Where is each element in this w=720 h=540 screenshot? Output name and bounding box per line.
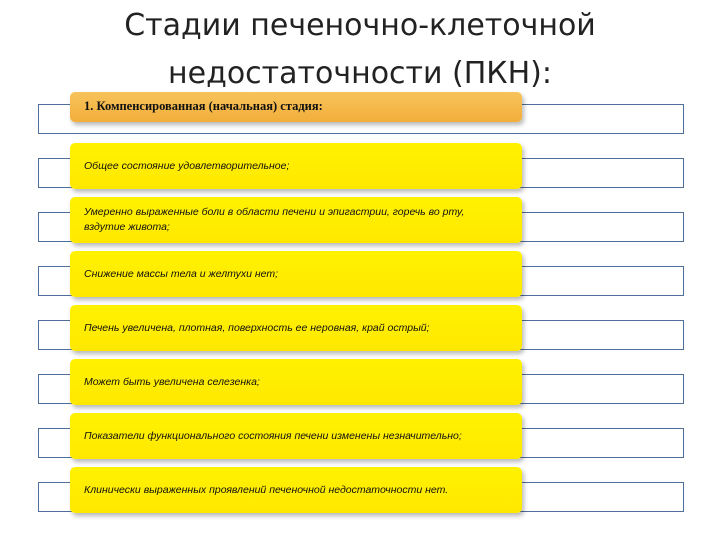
slide-title [0,2,720,98]
stage-item-card [70,413,522,459]
stage-item-card [70,359,522,405]
stage-heading-text: 1. Компенсированная (начальная) стадия: [84,99,323,113]
stage-item-card [70,143,522,189]
stage-item-text: Печень увеличена, плотная, поверхность ее неровная, край острый; [84,321,430,334]
stage-item-card [70,251,522,297]
stage-item-text: Умеренно выраженные боли в области печени и эпигастрии, горечь во рту, вздутие живота; [84,206,465,233]
stage-item-text: Клинически выраженных проявлений печеночной недостаточности нет. [84,483,449,496]
stage-item-text: Может быть увеличена селезенка; [84,375,260,388]
stage-item-card [70,467,522,513]
stage-item-card [70,305,522,351]
stage-item-text: Снижение массы тела и желтухи нет; [84,267,279,280]
stage-heading-card [70,92,522,122]
stage-item-card [70,197,522,243]
stage-item-text: Показатели функционального состояния печени изменены незначительно; [84,429,462,442]
title-line-2: недостаточности (ПКН): [168,56,552,91]
stage-item-text: Общее состояние удовлетворительное; [84,159,290,172]
title-line-1: Стадии печеночно-клеточной [124,8,596,43]
